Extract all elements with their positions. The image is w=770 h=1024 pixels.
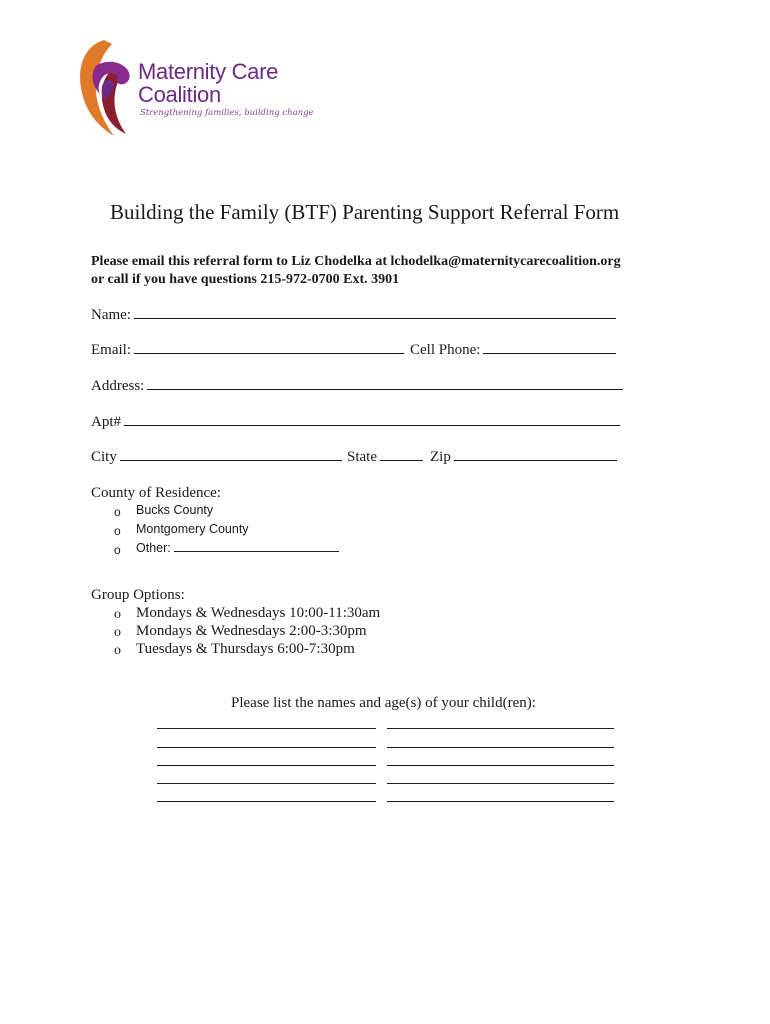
- group-option-tt-evening[interactable]: Tuesdays & Thursdays 6:00-7:30pm: [136, 641, 355, 657]
- county-option-montgomery[interactable]: Montgomery County: [136, 522, 249, 536]
- city-field[interactable]: [91, 449, 342, 466]
- county-option-other-label: Other:: [136, 541, 171, 555]
- children-label: Please list the names and age(s) of your child(ren):: [231, 695, 536, 711]
- child-name-line[interactable]: [157, 765, 376, 766]
- state-field[interactable]: [347, 449, 423, 466]
- zip-input-line[interactable]: [454, 459, 617, 461]
- group-options-label: Group Options:: [91, 587, 185, 603]
- zip-field[interactable]: [430, 449, 617, 466]
- instructions-line1: Please email this referral form to Liz Chodelka at lchodelka@maternitycarecoalition.org: [91, 254, 621, 269]
- child-name-line[interactable]: [157, 728, 376, 729]
- county-bullet: o: [114, 505, 121, 519]
- city-input-line[interactable]: [120, 459, 342, 461]
- state-input-line[interactable]: [380, 459, 423, 461]
- maternity-care-coalition-logo: [74, 38, 138, 138]
- state-label: State: [347, 449, 377, 465]
- instructions-line2: or call if you have questions 215-972-0700 Ext. 3901: [91, 272, 400, 287]
- name-label: Name:: [91, 307, 131, 323]
- name-field[interactable]: [91, 307, 616, 324]
- cell-phone-label: Cell Phone:: [410, 342, 481, 358]
- logo-brand-line1: Maternity Care: [138, 59, 279, 84]
- child-age-line[interactable]: [387, 728, 614, 729]
- group-bullet: o: [114, 643, 121, 658]
- child-age-line[interactable]: [387, 783, 614, 784]
- county-other-input-line[interactable]: [174, 550, 339, 552]
- apt-label: Apt#: [91, 414, 121, 430]
- county-label: County of Residence:: [91, 485, 221, 501]
- address-label: Address:: [91, 378, 145, 394]
- apt-field[interactable]: [91, 414, 620, 431]
- city-label: City: [91, 449, 117, 465]
- child-age-line[interactable]: [387, 765, 614, 766]
- zip-label: Zip: [430, 449, 451, 465]
- group-option-mw-morning[interactable]: Mondays & Wednesdays 10:00-11:30am: [136, 605, 381, 621]
- child-name-line[interactable]: [157, 747, 376, 748]
- email-input-line[interactable]: [134, 352, 404, 354]
- address-input-line[interactable]: [147, 388, 623, 390]
- group-option-mw-afternoon[interactable]: Mondays & Wednesdays 2:00-3:30pm: [136, 623, 367, 639]
- form-title: Building the Family (BTF) Parenting Support Referral Form: [110, 200, 620, 224]
- address-field[interactable]: [91, 378, 623, 395]
- email-field[interactable]: [91, 342, 404, 359]
- county-bullet: o: [114, 524, 121, 538]
- logo-tagline: Strengthening families, building change: [140, 108, 314, 118]
- logo-brand-line2: Coalition: [138, 82, 221, 107]
- group-bullet: o: [114, 607, 121, 622]
- child-age-line[interactable]: [387, 747, 614, 748]
- group-bullet: o: [114, 625, 121, 640]
- child-age-line[interactable]: [387, 801, 614, 802]
- email-label: Email:: [91, 342, 131, 358]
- county-option-bucks[interactable]: Bucks County: [136, 503, 214, 517]
- county-option-other[interactable]: [136, 541, 339, 555]
- cell-phone-field[interactable]: [410, 342, 616, 359]
- county-bullet: o: [114, 543, 121, 557]
- child-name-line[interactable]: [157, 783, 376, 784]
- child-name-line[interactable]: [157, 801, 376, 802]
- cell-phone-input-line[interactable]: [483, 352, 616, 354]
- apt-input-line[interactable]: [124, 424, 620, 426]
- name-input-line[interactable]: [134, 317, 616, 319]
